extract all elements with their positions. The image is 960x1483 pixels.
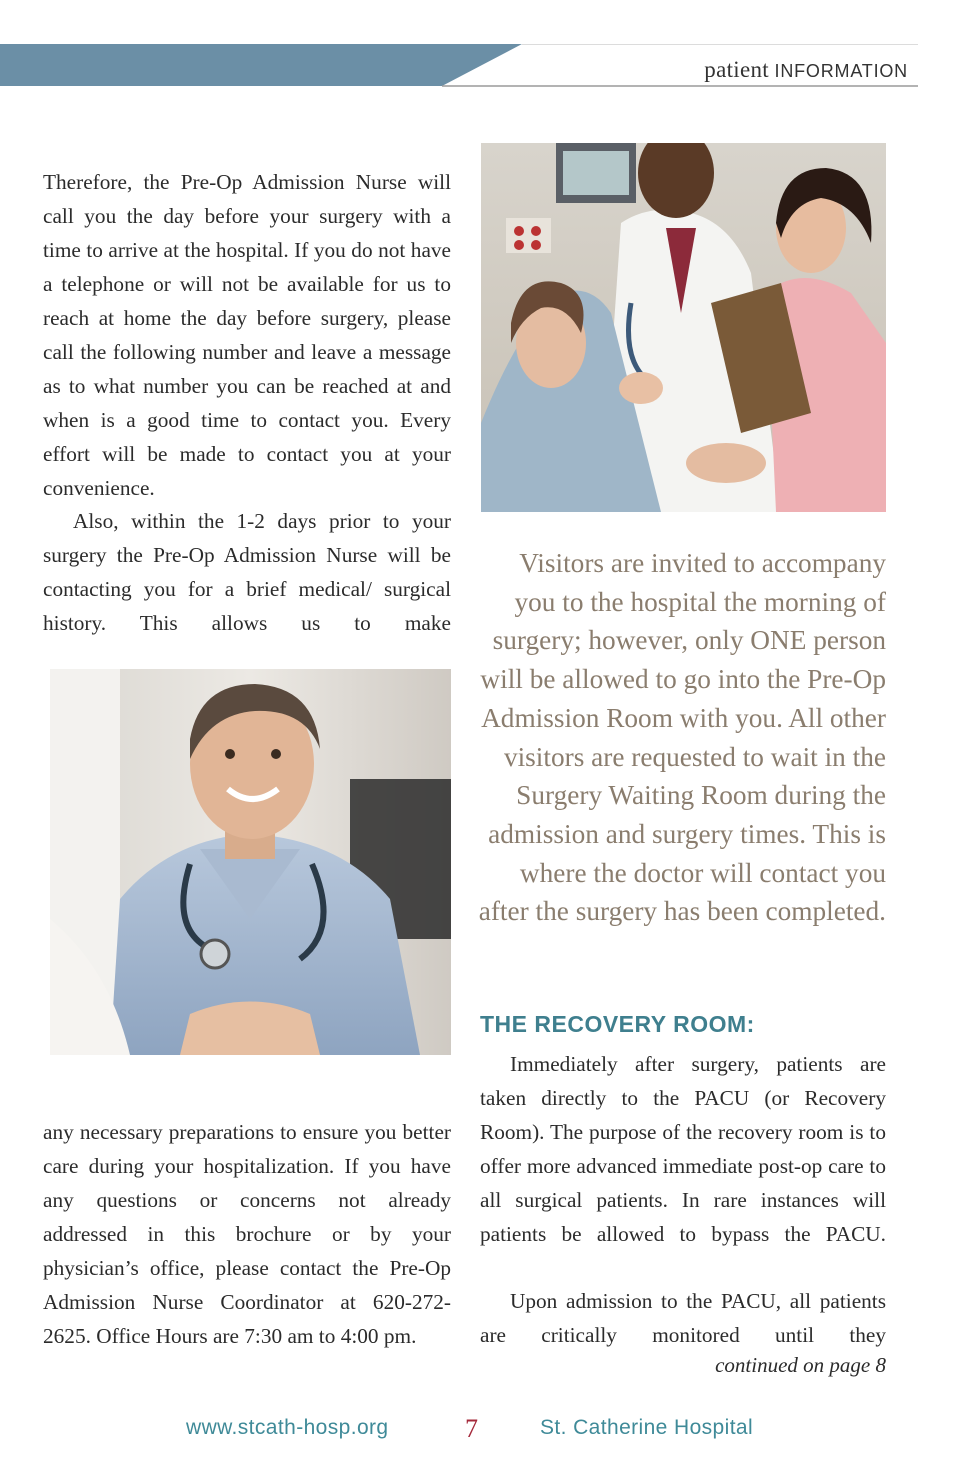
page-number: 7 (465, 1414, 478, 1443)
footer-website[interactable]: www.stcath-hosp.org (186, 1416, 389, 1439)
left-paragraph-1: Therefore, the Pre-Op Admission Nurse will call you the day before your surgery with a time to arrive at the hospital. If you do not have a telephone or will not be available for us to reach at home the day before surgery, please call the following number and leave a message as to what number you can be reached at and when is a good time to contact you. Every effort will be made to contact you at your convenience. (43, 170, 451, 500)
footer-hospital-name: St. Catherine Hospital (540, 1416, 754, 1439)
left-paragraph-2: Also, within the 1-2 days prior to your surgery the Pre-Op Admission Nurse will be contacting you for a brief medical/ surgical history. This allows us to make (43, 509, 451, 635)
section-label-caps: INFORMATION (774, 61, 908, 81)
hospital-scene-photo (481, 143, 886, 512)
left-paragraph-3: any necessary preparations to ensure you better care during your hospitalization. If you have any questions or concerns not already addressed in this brochure or by your physician’s office, please contact the Pre-Op Admission Nurse Coordinator at 620-272-2625. Office Hours are 7:30 am to 4:00 pm. (43, 1120, 451, 1348)
recovery-paragraph-2: Upon admission to the PACU, all patients are critically monitored until they (480, 1289, 886, 1347)
section-label-serif: patient (704, 57, 769, 82)
recovery-room-heading: THE RECOVERY ROOM: (480, 1011, 755, 1037)
recovery-paragraph-1: Immediately after surgery, patients are taken directly to the PACU (or Recovery Room). The purpose of the recovery room is to offer more advanced immediate post-op care to all surgical patients. In rare instances will patients be allowed to bypass the PACU. (480, 1052, 886, 1246)
continued-note: continued on page 8 (715, 1353, 886, 1377)
visitors-pull-quote: Visitors are invited to accompany you to the hospital the morning of surgery; however, only ONE person will be allowed to go into the Pre-Op Admission Room with you. All other visitors are requested to wait in the Surgery Waiting Room during the admission and surgery times. This is where the doctor will contact you after the surgery has been completed. (478, 548, 886, 927)
doctor-photo (50, 669, 451, 1055)
section-label (704, 57, 908, 83)
